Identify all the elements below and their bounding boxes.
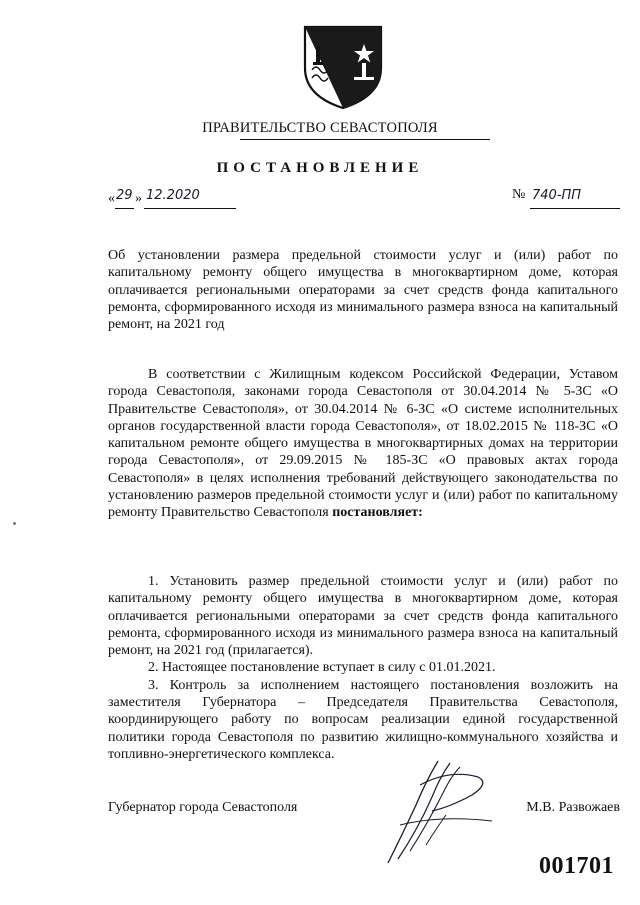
decree-number — [512, 187, 622, 211]
decree-items — [108, 573, 618, 763]
serial-number: 001701 — [539, 853, 614, 879]
decree-date — [108, 187, 238, 211]
date-month-year: 12.2020 — [146, 188, 200, 203]
preamble-text: В соответствии с Жилищным кодексом Российской Федерации, Уставом города Севастополя, законами города Севастополя от 30.04.2014 № 5-ЗС «О Правительстве Севастополя», от 30.04.2014 № 6-ЗС «О системе исполнительных органов государственной власти города Севастополя», от 18.02.2015 № 118-ЗС «О капитальном ремонте общего имущества в многоквартирных домах на территории города Севастополя», от 29.09.2015 № 185-ЗС «О правовых актах города Севастополя» в целях исполнения требований действующего законодательства по установлению размеров предельной стоимости услуг и (или) работ по капитальному ремонту Правительство Севастополя — [108, 367, 618, 521]
number-sign: № — [512, 187, 526, 202]
date-close-quote: » — [135, 191, 142, 206]
decree-item-1: 1. Установить размер предельной стоимости услуг и (или) работ по капитальному ремонту общего имущества в многоквартирном доме, которая оплачивается региональными операторами за счет средств фонда капитального ремонта, сформированного исходя из минимального размера взноса на капитальный ремонт, на 2021 год (прилагается). — [108, 574, 618, 659]
decree-item-2: 2. Настоящее постановление вступает в силу с 01.01.2021. — [148, 660, 496, 676]
date-day: 29 — [116, 188, 133, 203]
decree-preamble — [108, 366, 618, 522]
document-type-heading: ПОСТАНОВЛЕНИЕ — [216, 160, 424, 176]
scan-artifact — [13, 522, 16, 525]
date-underline — [144, 208, 236, 209]
decree-item-3: 3. Контроль за исполнением настоящего постановления возложить на заместителя Губернатора – Председателя Правительства Севастополя, координирующего работу по вопросам реализации единой государственной политики города Севастополя по развитию жилищно-коммунального хозяйства и топливно-энергетического комплекса. — [108, 677, 618, 762]
title-underline — [240, 139, 490, 140]
sevastopol-coat-of-arms-icon — [302, 24, 384, 110]
resolves-word: постановляет: — [332, 505, 423, 521]
signature-block — [108, 800, 620, 820]
government-title: ПРАВИТЕЛЬСТВО СЕВАСТОПОЛЯ — [202, 120, 438, 136]
date-open-quote: « — [108, 191, 115, 206]
date-day-underline — [115, 208, 134, 209]
signatory-name: М.В. Развожаев — [526, 800, 620, 815]
decree-subject — [108, 247, 618, 333]
preamble-paragraph — [108, 366, 618, 522]
signatory-position: Губернатор города Севастополя — [108, 800, 298, 815]
number-value: 740-ПП — [532, 188, 582, 203]
subject-text: Об установлении размера предельной стоимости услуг и (или) работ по капитальному ремонту общего имущества в многоквартирном доме, которая оплачивается региональными операторами за счет средств фонда капитального ремонта, сформированного исходя из минимального размера взноса на капитальный ремонт, на 2021 год — [108, 248, 618, 333]
number-underline — [530, 208, 620, 209]
